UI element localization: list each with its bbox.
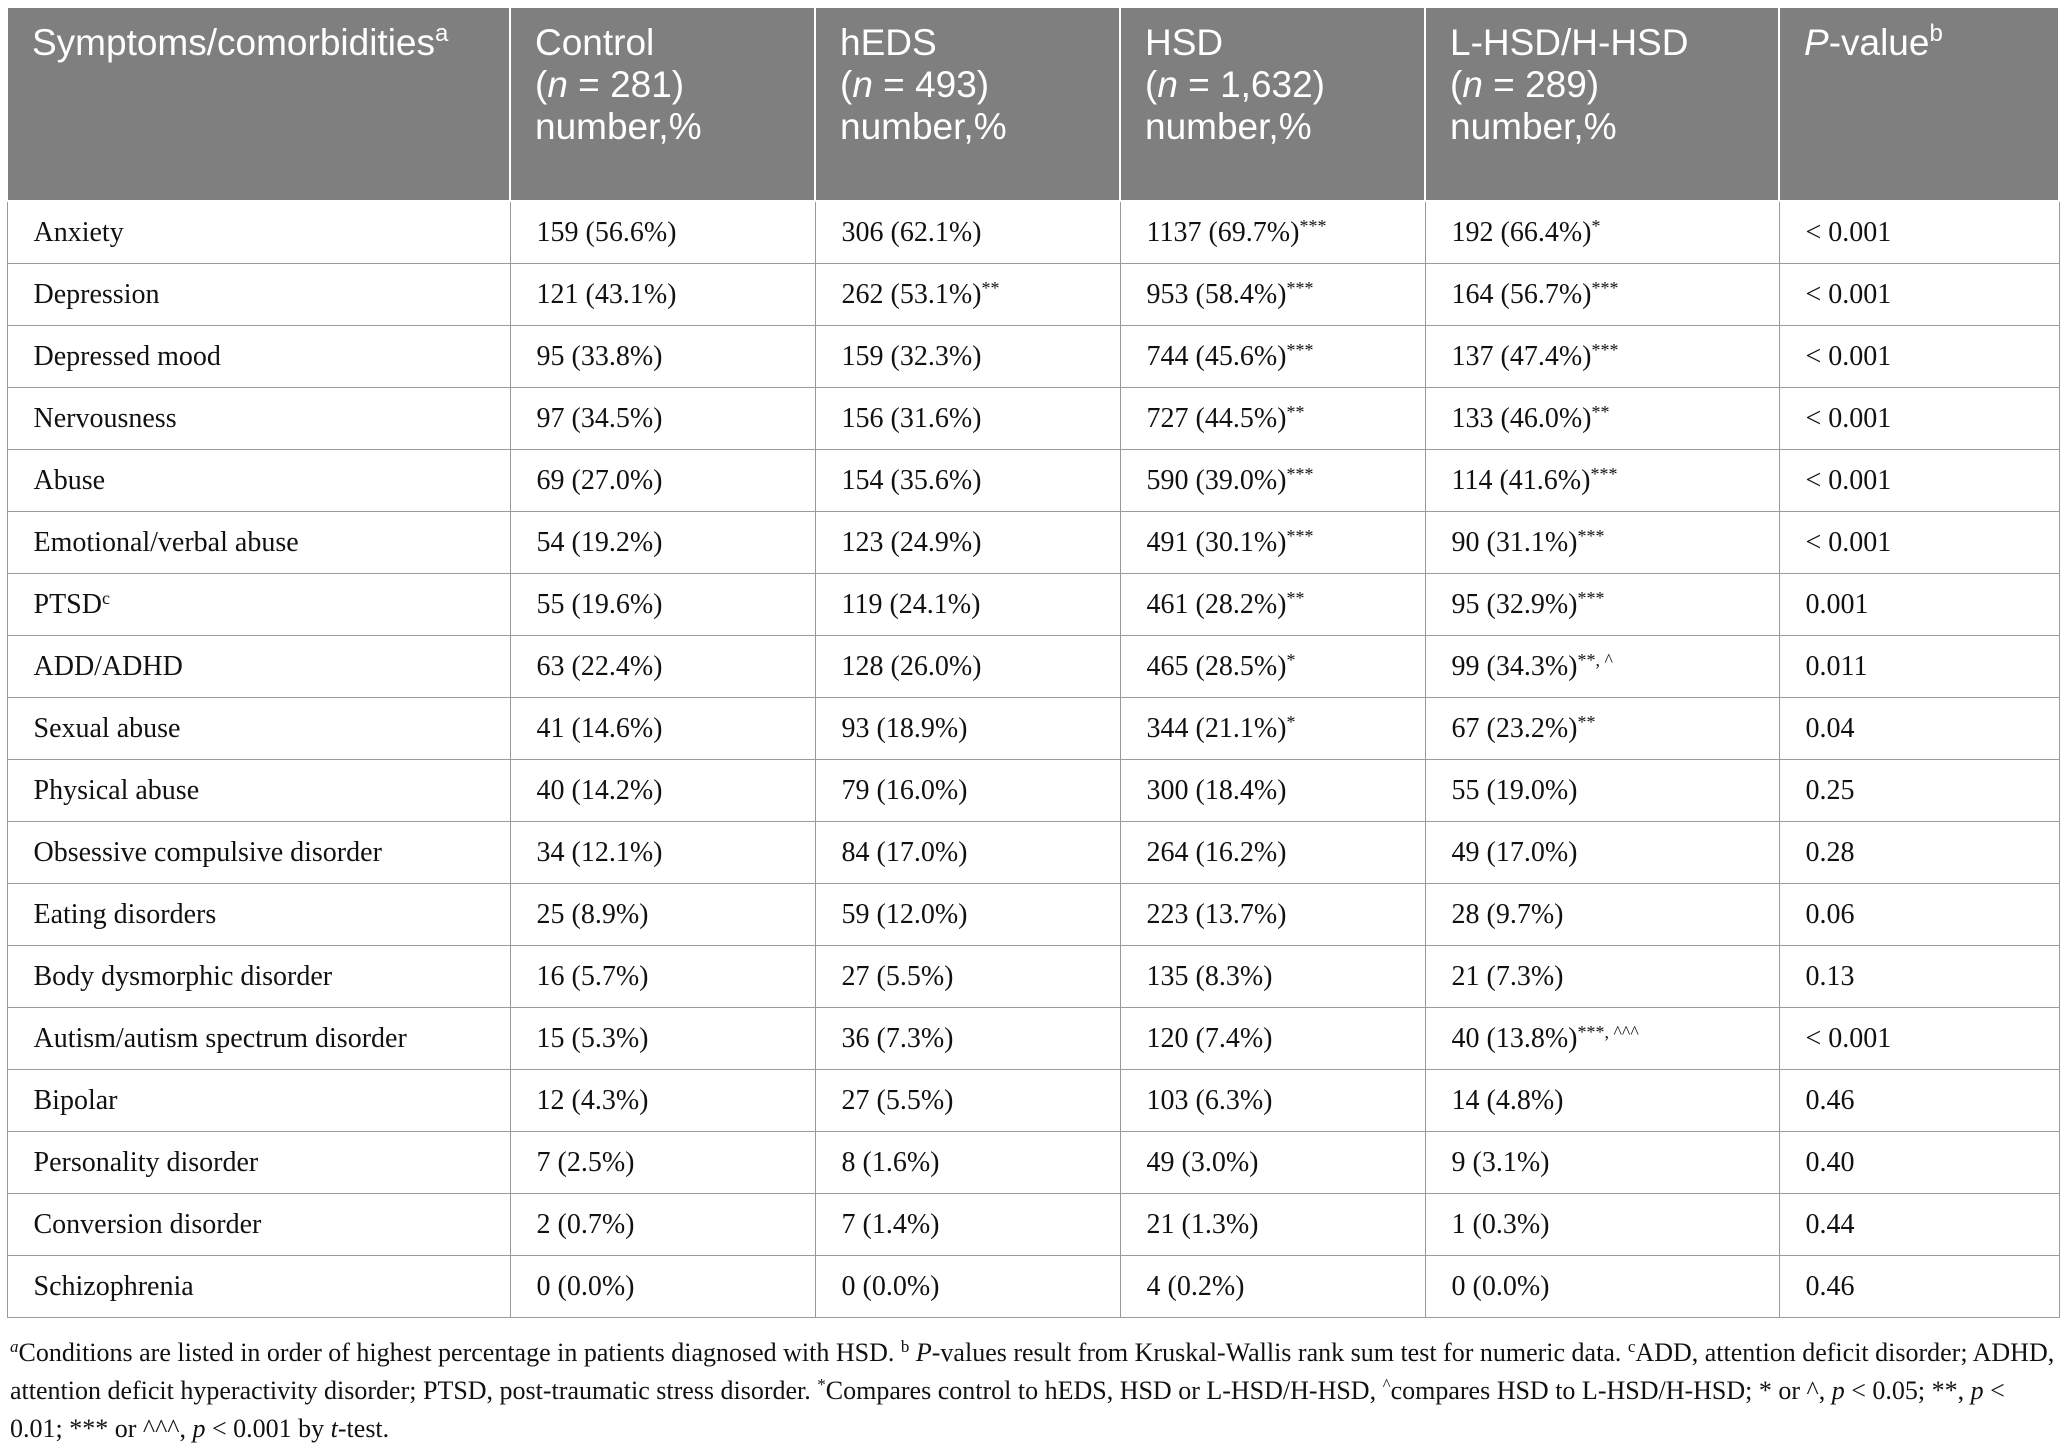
p-value-cell: 0.011 xyxy=(1779,636,2059,698)
hsd-cell: 4 (0.2%) xyxy=(1120,1256,1425,1318)
row-label: Depression xyxy=(7,264,510,326)
hsd-cell: 491 (30.1%)*** xyxy=(1120,512,1425,574)
row-label: Depressed mood xyxy=(7,326,510,388)
heds-cell: 27 (5.5%) xyxy=(815,1070,1120,1132)
p-value-cell: < 0.001 xyxy=(1779,326,2059,388)
table-row xyxy=(7,388,2059,450)
footnote-b-p: P xyxy=(909,1338,932,1367)
row-label: Obsessive compulsive disorder xyxy=(7,822,510,884)
control-cell: 55 (19.6%) xyxy=(510,574,815,636)
footnote-p-symbol: p xyxy=(192,1414,206,1443)
heds-cell: 154 (35.6%) xyxy=(815,450,1120,512)
row-label: Body dysmorphic disorder xyxy=(7,946,510,1008)
footnote-a-text: Conditions are listed in order of highest percentage in patients diagnosed with HSD. xyxy=(18,1338,901,1367)
table-row xyxy=(7,760,2059,822)
control-cell: 40 (14.2%) xyxy=(510,760,815,822)
table-row xyxy=(7,450,2059,512)
table-row xyxy=(7,636,2059,698)
table-row xyxy=(7,574,2059,636)
lhsd-cell: 90 (31.1%)*** xyxy=(1425,512,1779,574)
p-value-cell: 0.25 xyxy=(1779,760,2059,822)
header-heds: hEDS (n = 493) number,% xyxy=(815,7,1120,201)
p-value-cell: 0.28 xyxy=(1779,822,2059,884)
hsd-cell: 727 (44.5%)** xyxy=(1120,388,1425,450)
table-row xyxy=(7,1256,2059,1318)
control-cell: 15 (5.3%) xyxy=(510,1008,815,1070)
header-control: Control (n = 281) number,% xyxy=(510,7,815,201)
hsd-cell: 223 (13.7%) xyxy=(1120,884,1425,946)
hsd-cell: 135 (8.3%) xyxy=(1120,946,1425,1008)
footnote-a-mark: a xyxy=(10,1337,19,1356)
row-label: Sexual abuse xyxy=(7,698,510,760)
row-label: Physical abuse xyxy=(7,760,510,822)
header-lhsd-hhsd: L-HSD/H-HSD (n = 289) number,% xyxy=(1425,7,1779,201)
footnote-c-text: ADD, attention deficit disorder; ADHD, attention deficit hyperactivity disorder; PTSD, post-traumatic stress disorder. xyxy=(10,1338,2055,1405)
p-value-cell: 0.13 xyxy=(1779,946,2059,1008)
footnote-p-symbol: p xyxy=(1831,1376,1845,1405)
header-p-value: P-value$^b$ xyxy=(1779,7,2059,201)
heds-cell: 262 (53.1%)** xyxy=(815,264,1120,326)
table-row xyxy=(7,512,2059,574)
row-label: Schizophrenia xyxy=(7,1256,510,1318)
control-cell: 63 (22.4%) xyxy=(510,636,815,698)
footnote-b-text: -values result from Kruskal-Wallis rank sum test for numeric data. xyxy=(931,1338,1628,1367)
lhsd-cell: 28 (9.7%) xyxy=(1425,884,1779,946)
control-cell: 34 (12.1%) xyxy=(510,822,815,884)
p-value-cell: < 0.001 xyxy=(1779,450,2059,512)
lhsd-cell: 9 (3.1%) xyxy=(1425,1132,1779,1194)
control-cell: 95 (33.8%) xyxy=(510,326,815,388)
hsd-cell: 590 (39.0%)*** xyxy=(1120,450,1425,512)
heds-cell: 8 (1.6%) xyxy=(815,1132,1120,1194)
lhsd-cell: 21 (7.3%) xyxy=(1425,946,1779,1008)
table-row xyxy=(7,201,2059,264)
table-row xyxy=(7,822,2059,884)
control-cell: 54 (19.2%) xyxy=(510,512,815,574)
hsd-cell: 120 (7.4%) xyxy=(1120,1008,1425,1070)
heds-cell: 159 (32.3%) xyxy=(815,326,1120,388)
heds-cell: 306 (62.1%) xyxy=(815,201,1120,264)
row-label: Bipolar xyxy=(7,1070,510,1132)
heds-cell: 36 (7.3%) xyxy=(815,1008,1120,1070)
table-row xyxy=(7,264,2059,326)
footnote-star-text: Compares control to hEDS, HSD or L-HSD/H-HSD, xyxy=(825,1376,1383,1405)
heds-cell: 119 (24.1%) xyxy=(815,574,1120,636)
row-label: Conversion disorder xyxy=(7,1194,510,1256)
footnote-caret-mark: ^ xyxy=(1382,1375,1391,1394)
lhsd-cell: 192 (66.4%)* xyxy=(1425,201,1779,264)
p-value-cell: < 0.001 xyxy=(1779,388,2059,450)
lhsd-cell: 49 (17.0%) xyxy=(1425,822,1779,884)
lhsd-cell: 67 (23.2%)** xyxy=(1425,698,1779,760)
footnote-b-mark: b xyxy=(900,1337,910,1356)
control-cell: 0 (0.0%) xyxy=(510,1256,815,1318)
table-row xyxy=(7,698,2059,760)
hsd-cell: 264 (16.2%) xyxy=(1120,822,1425,884)
hsd-cell: 21 (1.3%) xyxy=(1120,1194,1425,1256)
lhsd-cell: 14 (4.8%) xyxy=(1425,1070,1779,1132)
table-row xyxy=(7,946,2059,1008)
heds-cell: 27 (5.5%) xyxy=(815,946,1120,1008)
control-cell: 12 (4.3%) xyxy=(510,1070,815,1132)
lhsd-cell: 99 (34.3%)**, ^ xyxy=(1425,636,1779,698)
control-cell: 121 (43.1%) xyxy=(510,264,815,326)
heds-cell: 59 (12.0%) xyxy=(815,884,1120,946)
row-label: Emotional/verbal abuse xyxy=(7,512,510,574)
heds-cell: 93 (18.9%) xyxy=(815,698,1120,760)
lhsd-cell: 1 (0.3%) xyxy=(1425,1194,1779,1256)
header-row xyxy=(7,7,2059,201)
heds-cell: 156 (31.6%) xyxy=(815,388,1120,450)
p-value-cell: 0.04 xyxy=(1779,698,2059,760)
row-label: Eating disorders xyxy=(7,884,510,946)
hsd-cell: 49 (3.0%) xyxy=(1120,1132,1425,1194)
lhsd-cell: 0 (0.0%) xyxy=(1425,1256,1779,1318)
table-row xyxy=(7,884,2059,946)
lhsd-cell: 137 (47.4%)*** xyxy=(1425,326,1779,388)
heds-cell: 79 (16.0%) xyxy=(815,760,1120,822)
footnote-sig-1: < 0.05; **, xyxy=(1844,1376,1971,1405)
row-label: Autism/autism spectrum disorder xyxy=(7,1008,510,1070)
table-row xyxy=(7,1008,2059,1070)
hsd-cell: 744 (45.6%)*** xyxy=(1120,326,1425,388)
footnote-c-mark: c xyxy=(1627,1337,1636,1356)
table-row xyxy=(7,326,2059,388)
table-footnote xyxy=(6,1334,2058,1448)
row-label: PTSD$^c$ xyxy=(7,574,510,636)
lhsd-cell: 133 (46.0%)** xyxy=(1425,388,1779,450)
p-value-cell: 0.06 xyxy=(1779,884,2059,946)
footnote-end: -test. xyxy=(337,1414,390,1443)
header-symptoms: Symptoms/comorbidities$^a$ xyxy=(7,7,510,201)
hsd-cell: 461 (28.2%)** xyxy=(1120,574,1425,636)
control-cell: 2 (0.7%) xyxy=(510,1194,815,1256)
hsd-cell: 465 (28.5%)* xyxy=(1120,636,1425,698)
p-value-cell: < 0.001 xyxy=(1779,264,2059,326)
control-cell: 7 (2.5%) xyxy=(510,1132,815,1194)
heds-cell: 128 (26.0%) xyxy=(815,636,1120,698)
p-value-cell: < 0.001 xyxy=(1779,201,2059,264)
comorbidities-table xyxy=(6,6,2060,1318)
table-row xyxy=(7,1132,2059,1194)
lhsd-cell: 164 (56.7%)*** xyxy=(1425,264,1779,326)
heds-cell: 7 (1.4%) xyxy=(815,1194,1120,1256)
control-cell: 97 (34.5%) xyxy=(510,388,815,450)
p-value-cell: < 0.001 xyxy=(1779,1008,2059,1070)
lhsd-cell: 40 (13.8%)***, ^^^ xyxy=(1425,1008,1779,1070)
control-cell: 25 (8.9%) xyxy=(510,884,815,946)
p-value-cell: 0.46 xyxy=(1779,1256,2059,1318)
footnote-sig-3: < 0.001 by xyxy=(205,1414,331,1443)
hsd-cell: 103 (6.3%) xyxy=(1120,1070,1425,1132)
row-label: Personality disorder xyxy=(7,1132,510,1194)
p-value-cell: 0.44 xyxy=(1779,1194,2059,1256)
lhsd-cell: 95 (32.9%)*** xyxy=(1425,574,1779,636)
hsd-cell: 344 (21.1%)* xyxy=(1120,698,1425,760)
footnote-t-symbol: t xyxy=(330,1414,338,1443)
heds-cell: 84 (17.0%) xyxy=(815,822,1120,884)
p-value-cell: 0.001 xyxy=(1779,574,2059,636)
p-value-cell: 0.46 xyxy=(1779,1070,2059,1132)
control-cell: 41 (14.6%) xyxy=(510,698,815,760)
hsd-cell: 1137 (69.7%)*** xyxy=(1120,201,1425,264)
footnote-caret-text: compares HSD to L-HSD/H-HSD; * or ^, xyxy=(1390,1376,1832,1405)
control-cell: 16 (5.7%) xyxy=(510,946,815,1008)
footnote-p-symbol: p xyxy=(1970,1376,1984,1405)
footnote-sig-2: < 0.01; *** or ^^^, xyxy=(10,1376,2005,1443)
heds-cell: 0 (0.0%) xyxy=(815,1256,1120,1318)
row-label: ADD/ADHD xyxy=(7,636,510,698)
control-cell: 159 (56.6%) xyxy=(510,201,815,264)
table-row xyxy=(7,1070,2059,1132)
heds-cell: 123 (24.9%) xyxy=(815,512,1120,574)
table-container xyxy=(6,6,2058,1448)
row-label: Abuse xyxy=(7,450,510,512)
row-label: Anxiety xyxy=(7,201,510,264)
row-label: Nervousness xyxy=(7,388,510,450)
hsd-cell: 300 (18.4%) xyxy=(1120,760,1425,822)
p-value-cell: 0.40 xyxy=(1779,1132,2059,1194)
p-value-cell: < 0.001 xyxy=(1779,512,2059,574)
footnote-star-mark: * xyxy=(817,1375,826,1394)
lhsd-cell: 55 (19.0%) xyxy=(1425,760,1779,822)
table-row xyxy=(7,1194,2059,1256)
hsd-cell: 953 (58.4%)*** xyxy=(1120,264,1425,326)
lhsd-cell: 114 (41.6%)*** xyxy=(1425,450,1779,512)
header-hsd: HSD (n = 1,632) number,% xyxy=(1120,7,1425,201)
control-cell: 69 (27.0%) xyxy=(510,450,815,512)
